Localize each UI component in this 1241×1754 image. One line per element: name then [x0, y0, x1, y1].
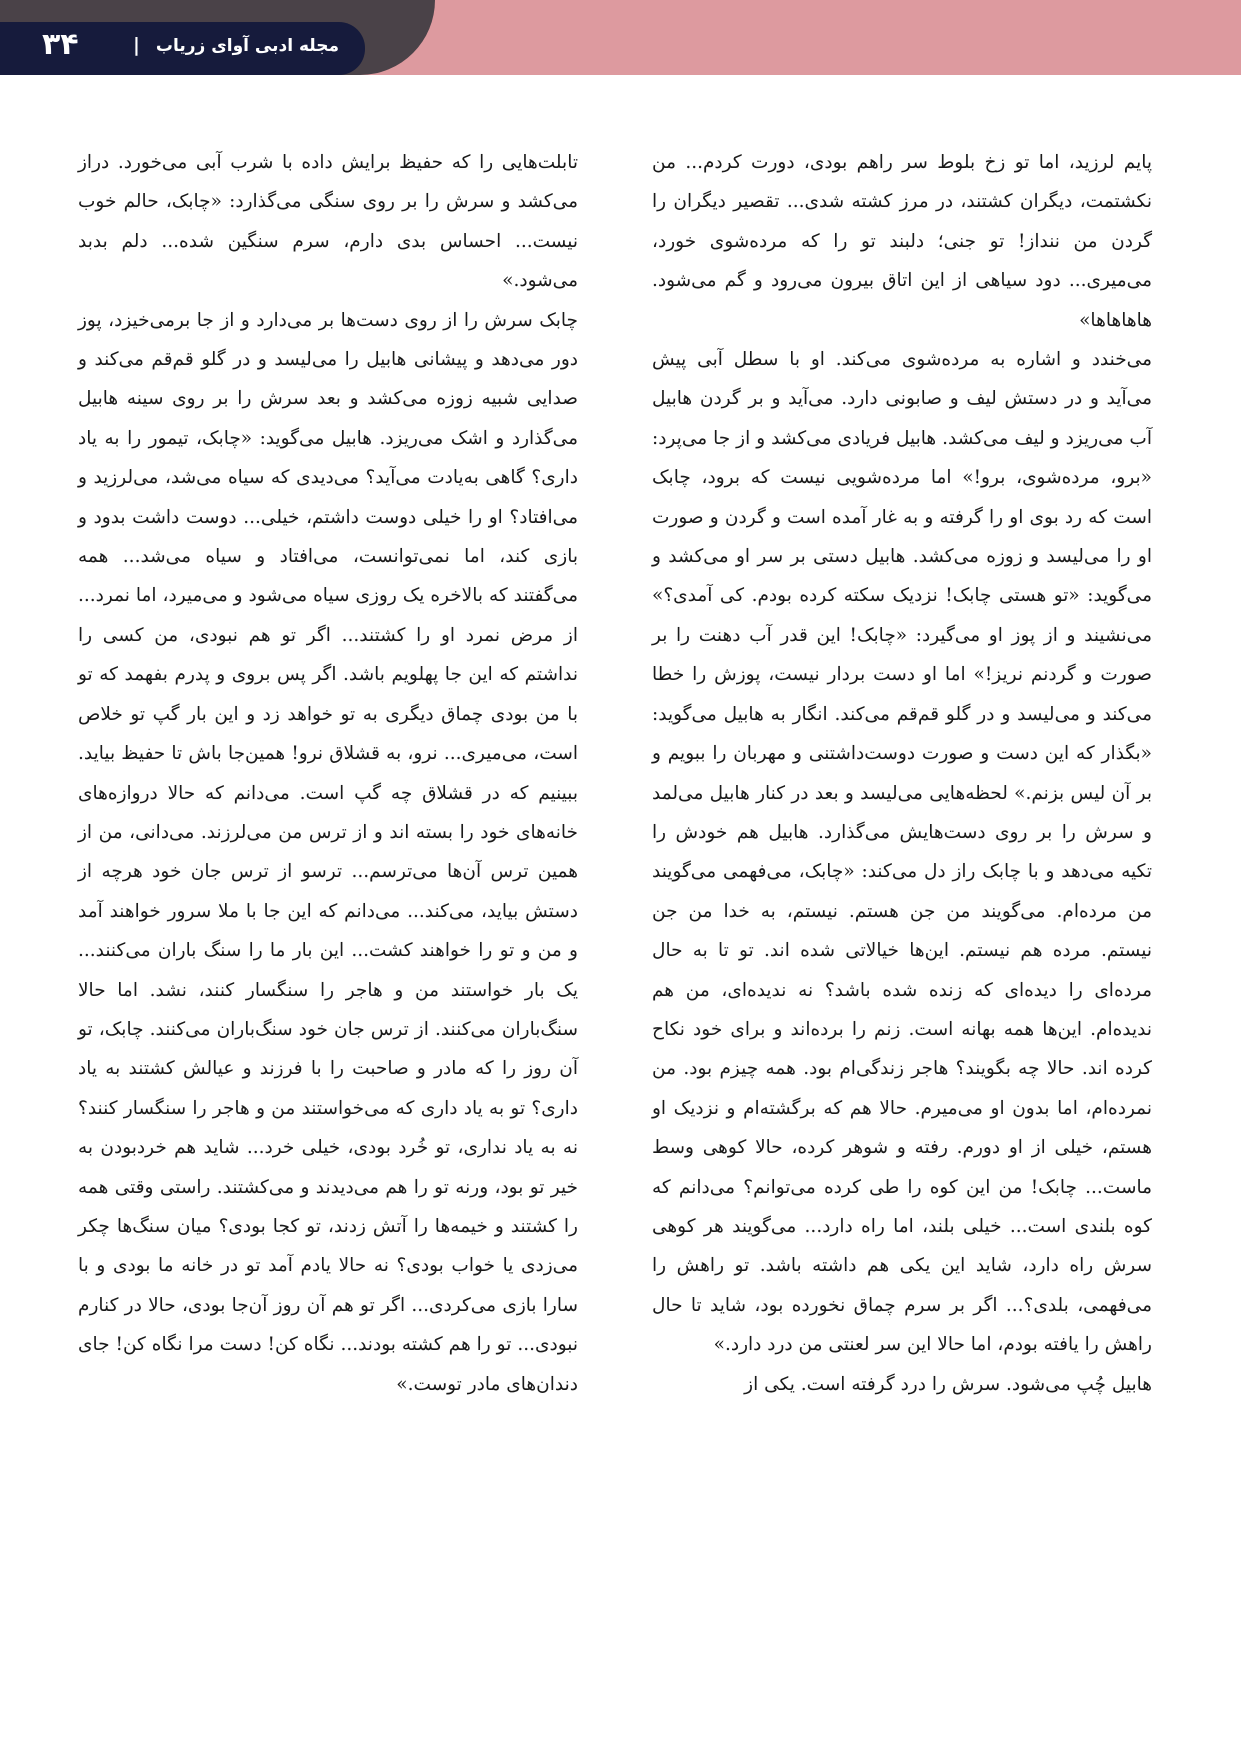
page-number: ۳۴ [42, 27, 79, 62]
right-column [652, 143, 1152, 1404]
header-separator: | [133, 34, 140, 56]
publication-name: مجله ادبی آوای زریاب [155, 36, 339, 56]
paragraph: تابلت‌هایی را که حفیظ برایش داده با شرب آبی می‌خورد. دراز می‌کشد و سرش را بر روی سنگی می‌گذارد: «چابک، حالم خوب نیست... احساس بدی دارم، سرم سنگین شده... دلم بدبد می‌شود.» [78, 152, 578, 292]
left-column [78, 143, 578, 1404]
header-bar [0, 22, 365, 75]
paragraph: هابیل چُپ می‌شود. سرش را درد گرفته است. یکی از [744, 1373, 1152, 1395]
paragraph: می‌خندد و اشاره به مرده‌شوی می‌کند. او با سطل آبی پیش می‌آید و در دستش لیف و صابونی دارد. می‌آید و بر گردن هابیل آب می‌ریزد و لیف می‌کشد. هابیل فریادی می‌کشد و از جا می‌پرد: «برو، مرده‌شوی، برو!» اما مرده‌شویی نیست که برود، چابک است که رد بوی او را گرفته و به غار آمده است و گردن و صورت او را می‌لیسد و زوزه می‌کشد. هابیل دستی بر سر او می‌کشد و می‌گوید: «تو هستی چابک! نزدیک سکته کرده بودم. کی آمدی؟» می‌نشیند و از پوز او می‌گیرد: «چابک! این قدر آب دهنت را بر صورت و گردنم نریز!» اما او دست بردار نیست، پوزش را خطا می‌کند و می‌لیسد و در گلو قم‌قم می‌کند. انگار به هابیل می‌گوید: «بگذار که این دست و صورت دوست‌داشتنی و مهربان را ببویم و بر آن لیس بزنم.» لحظه‌هایی می‌لیسد و بعد در کنار هابیل می‌لمد و سرش را بر روی دست‌هایش می‌گذارد. هابیل هم خودش را تکیه می‌دهد و با چابک راز دل می‌کند: «چابک، می‌فهمی می‌گویند من مرده‌ام. می‌گویند من جن هستم. نیستم، به خدا من جن نیستم. مرده هم نیستم. این‌ها خیالاتی شده اند. تو تا به حال مرده‌ای را دیده‌ای که زنده شده باشد؟ نه ندیده‌ای، من هم ندیده‌ام. این‌ها همه بهانه است. زنم را برده‌اند و برای خود نکاح کرده اند. حالا چه بگویند؟ هاجر زندگی‌ام بود. همه چیزم بود. من نمرده‌ام، اما بدون او می‌میرم. حالا هم که برگشته‌ام و نزدیک او هستم، خیلی از او دورم. رفته و شوهر کرده، حالا کوهی وسط ماست... چابک! من این کوه را طی کرده می‌توانم؟ می‌دانم که کوه بلندی است... خیلی بلند، اما راه دارد... می‌گویند هر کوهی سرش راه دارد، شاید این یکی هم داشته باشد. تو راهش را می‌فهمی، بلدی؟... اگر بر سرم چماق نخورده بود، شاید تا حال راهش را یافته بودم، اما حالا این سر لعنتی من درد دارد.» [652, 349, 1152, 1356]
paragraph: چابک سرش را از روی دست‌ها بر می‌دارد و از جا برمی‌خیزد، پوز دور می‌دهد و پیشانی هابیل را می‌لیسد و در گلو قم‌قم می‌کند و صدایی شبیه زوزه می‌کشد و بعد سرش را بر روی سینه هابیل می‌گذارد و اشک می‌ریزد. هابیل می‌گوید: «چابک، تیمور را به یاد داری؟ گاهی به‌یادت می‌آید؟ می‌دیدی که سیاه می‌شد، می‌لرزید و می‌افتاد؟ او را خیلی دوست داشتم، خیلی... دوست داشت بدود و بازی کند، اما نمی‌توانست، می‌افتاد و سیاه می‌شد... همه می‌گفتند که بالاخره یک روزی سیاه می‌شود و می‌میرد، اما نمرد... از مرض نمرد او را کشتند... اگر تو هم نبودی، من کسی را نداشتم که این جا پهلویم باشد. اگر پس بروی و پدرم بفهمد که تو با من بودی چماق دیگری به تو خواهد زد و این بار گپ تو خلاص است، می‌میری... نرو، به قشلاق نرو! همین‌جا باش تا حفیظ بیاید. ببینیم که در قشلاق چه گپ است. می‌دانم که حالا دروازه‌های خانه‌های خود را بسته اند و از ترس من می‌لرزند. می‌دانی، من از همین ترس آن‌ها می‌ترسم... ترسو از ترس جان خود هرچه از دستش بیاید، می‌کند... می‌دانم که این جا با ملا سرور خواهند آمد و من و تو را خواهند کشت... این بار ما را سنگ باران می‌کنند... یک بار خواستند من و هاجر را سنگسار کنند، نشد. اما حالا سنگ‌باران می‌کنند. از ترس جان خود سنگ‌باران می‌کنند. چابک، تو آن روز را که مادر و صاحبت را با فرزند و عیالش کشتند به یاد داری؟ تو به یاد داری که می‌خواستند من و هاجر را سنگسار کنند؟ نه به یاد نداری، تو خُرد بودی، خیلی خرد... شاید هم خردبودن به خیر تو بود، ورنه تو را هم می‌دیدند و می‌کشتند. راستی وقتی همه را کشتند و خیمه‌ها را آتش زدند، تو کجا بودی؟ میان سنگ‌ها چکر می‌زدی یا خواب بودی؟ نه حالا یادم آمد تو در خانه ما بودی و با سارا بازی می‌کردی... اگر تو هم آن روز آن‌جا بودی، حالا در کنارم نبودی... تو را هم کشته بودند... نگاه کن! دست مرا نگاه کن! جای دندان‌های مادر توست.» [78, 309, 578, 1395]
paragraph: پایم لرزید، اما تو زخ بلوط سر راهم بودی، دورت کردم... من نکشتمت، دیگران کشتند، در مرز کشته شدی... تقصیر دیگران را گردن من ننداز! تو جنی؛ دلبند تو را که مرده‌شوی خورد، می‌میری... دود سیاهی از این اتاق بیرون می‌رود و گم می‌شود. هاهاهاها» [652, 152, 1152, 331]
